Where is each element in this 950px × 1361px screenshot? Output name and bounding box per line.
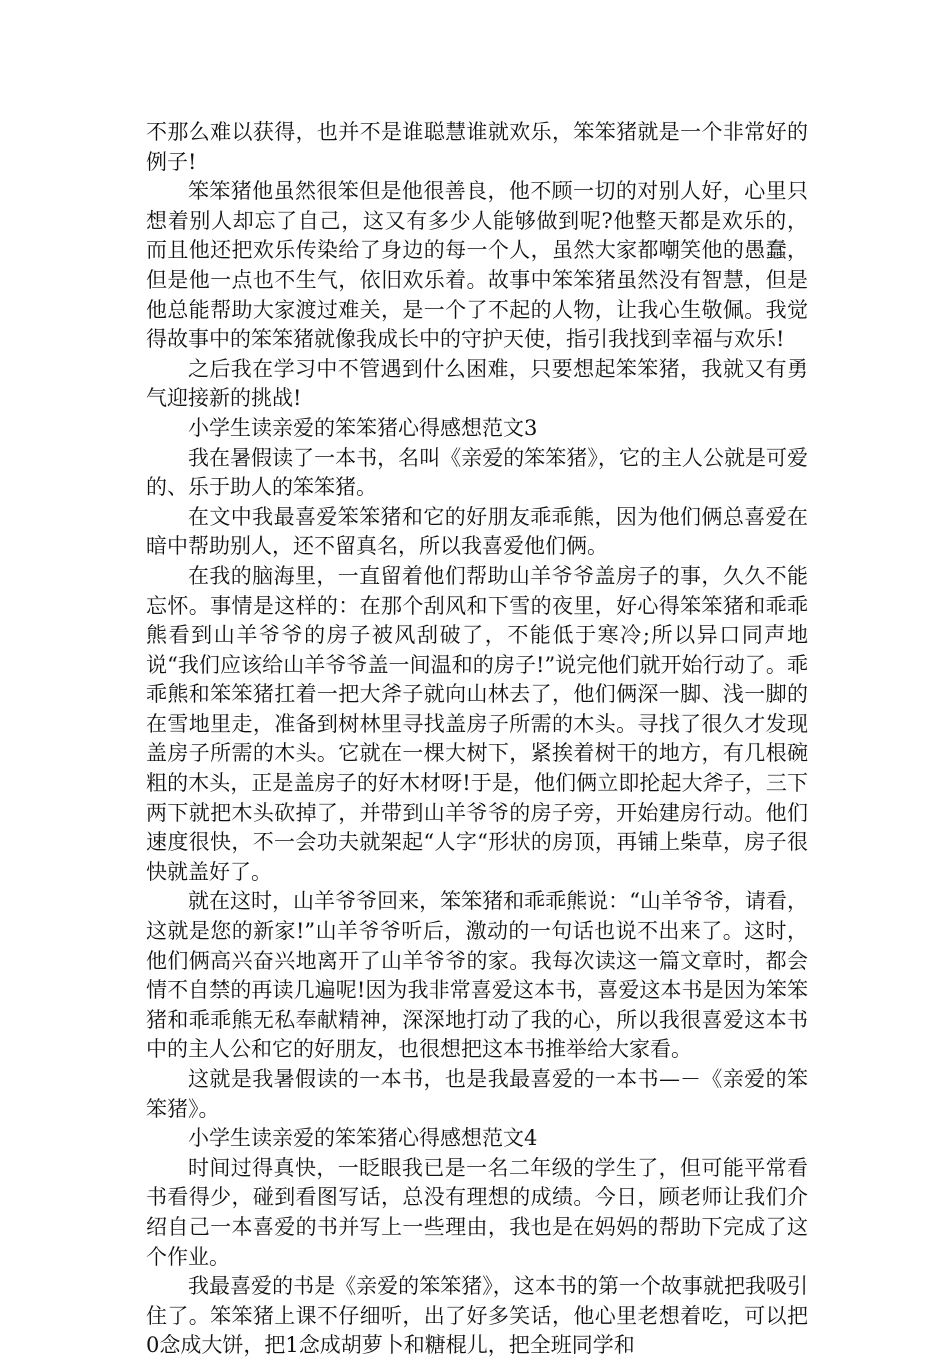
paragraph-3: 之后我在学习中不管遇到什么困难，只要想起笨笨猪，我就又有勇气迎接新的挑战! [146, 356, 808, 411]
section-heading-3: 小学生读亲爱的笨笨猪心得感想范文3 [188, 415, 538, 440]
section-heading-4: 小学生读亲爱的笨笨猪心得感想范文4 [188, 1126, 538, 1151]
paragraph-7: 就在这时，山羊爷爷回来，笨笨猪和乖乖熊说：“山羊爷爷，请看，这就是您的新家!”山羊爷爷听后，激动的一句话也说不出来了。这时，他们俩高兴奋兴地离开了山羊爷爷的家。我每次读这一篇文章时，都会情不自禁的再读几遍呢!因为我非常喜爱这本书，喜爱这本书是因为笨笨猪和乖乖熊无私奉献精神，深深地打动了我的心，所以我很喜爱这本书中的主人公和它的好朋友，也很想把这本书推举给大家看。 [146, 889, 808, 1062]
paragraph-2: 笨笨猪他虽然很笨但是他很善良，他不顾一切的对别人好，心里只想着别人却忘了自己，这又有多少人能够做到呢?他整天都是欢乐的，而且他还把欢乐传染给了身边的每一个人，虽然大家都嘲笑他的愚蠢，但是他一点也不生气，依旧欢乐着。故事中笨笨猪虽然没有智慧，但是他总能帮助大家渡过难关，是一个了不起的人物，让我心生敬佩。我觉得故事中的笨笨猪就像我成长中的守护天使，指引我找到幸福与欢乐! [146, 179, 808, 352]
document-page [146, 118, 808, 1361]
paragraph-8: 这就是我暑假读的一本书，也是我最喜爱的一本书—－《亲爱的笨笨猪》。 [146, 1067, 808, 1121]
paragraph-1: 不那么难以获得，也并不是谁聪慧谁就欢乐，笨笨猪就是一个非常好的例子! [146, 120, 808, 174]
paragraph-10: 我最喜爱的书是《亲爱的笨笨猪》，这本书的第一个故事就把我吸引住了。笨笨猪上课不仔细听，出了好多笑话，他心里老想着吃，可以把0念成大饼，把1念成胡萝卜和糖棍儿，把全班同学和 [146, 1274, 808, 1358]
paragraph-6: 在我的脑海里，一直留着他们帮助山羊爷爷盖房子的事，久久不能忘怀。事情是这样的：在那个刮风和下雪的夜里，好心得笨笨猪和乖乖熊看到山羊爷爷的房子被风刮破了，不能低于寒冷;所以异口同声地说“我们应该给山羊爷爷盖一间温和的房子!”说完他们就开始行动了。乖乖熊和笨笨猪扛着一把大斧子就向山林去了，他们俩深一脚、浅一脚的在雪地里走，准备到树林里寻找盖房子所需的木头。寻找了很久才发现盖房子所需的木头。它就在一棵大树下，紧挨着树干的地方，有几根碗粗的木头，正是盖房子的好木材呀!于是，他们俩立即抡起大斧子，三下两下就把木头砍掉了，并带到山羊爷爷的房子旁，开始建房行动。他们速度很快，不一会功夫就架起“人字“形状的房顶，再铺上柴草，房子很快就盖好了。 [146, 563, 808, 884]
paragraph-5: 在文中我最喜爱笨笨猪和它的好朋友乖乖熊，因为他们俩总喜爱在暗中帮助别人，还不留真名，所以我喜爱他们俩。 [146, 504, 808, 559]
paragraph-4: 我在暑假读了一本书，名叫《亲爱的笨笨猪》，它的主人公就是可爱的、乐于助人的笨笨猪。 [146, 445, 808, 500]
paragraph-9: 时间过得真快，一眨眼我已是一名二年级的学生了，但可能平常看书看得少，碰到看图写话，总没有理想的成绩。今日，顾老师让我们介绍自己一本喜爱的书并写上一些理由，我也是在妈妈的帮助下完成了这个作业。 [146, 1155, 808, 1269]
